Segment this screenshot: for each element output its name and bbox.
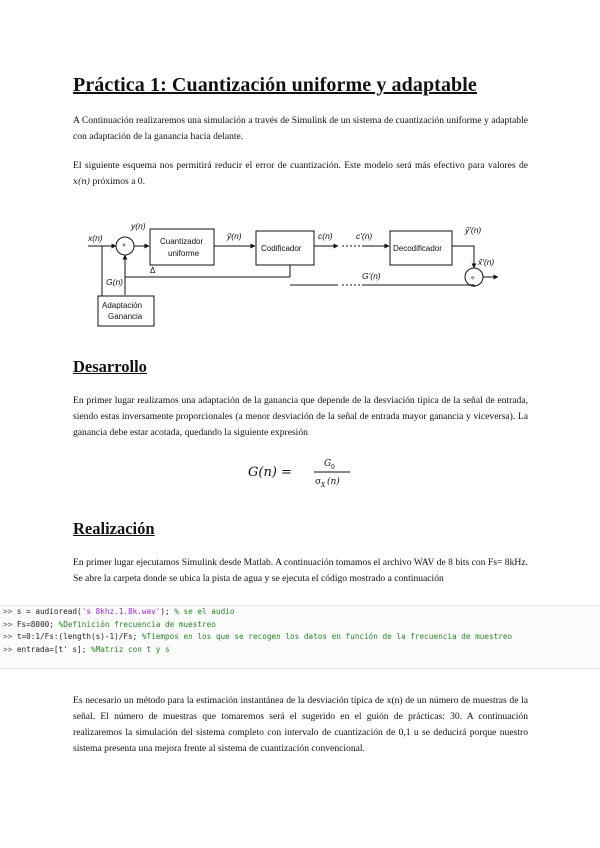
xhat-label: x̂'(n) [478,257,495,267]
formula-denominator-sub: X [321,482,326,489]
yhatprime-arrow [452,246,474,268]
formula-denominator-tail: (n) [327,477,340,487]
adaptation-label-1: Adaptación [102,301,143,310]
formula-denominator: σ [315,477,322,487]
encoder-label: Codificador [261,244,302,253]
decoder-label: Decodificador [393,244,442,253]
y-label: y(n) [131,221,146,231]
quantizer-label-2: uniforme [168,249,200,258]
quantizer-block [150,229,214,265]
code-line: >> s = audioread('s 8khz.1.8k.wav'); % se el audio [3,607,235,616]
g-label: G(n) [106,277,123,287]
matlab-code-block [0,605,600,669]
gain-formula [248,450,358,492]
intro-paragraph-2 [73,158,528,190]
page-title: Práctica 1: Cuantización uniforme y adaptable [73,74,477,96]
input-label: x(n) [88,233,103,243]
realizacion-paragraph: En primer lugar ejecutamos Simulink desde Matlab. A continuación tomamos el archivo WAV de 8 bits con Fs= 8kHz. Se abre la carpeta donde se ubica la pista de agua y se ejecuta el código mostrado a continuación [73,557,528,584]
formula-numerator: G [324,459,332,469]
formula-lhs: G(n) = [248,465,292,480]
divider-symbol: ÷ [470,273,475,283]
intro-text-before: El siguiente esquema nos permitirá reducir el error de cuantización. Este modelo será más efectivo para valores de [73,160,528,171]
gprime-label: G'(n) [362,271,381,281]
code-line: >> entrada=[t' s]; %Matriz con t y s [3,644,170,654]
desarrollo-paragraph: En primer lugar realizamos una adaptación de la ganancia que depende de la desviación típica de la señal de entrada, siendo estas inversamente proporcionales (a menor desviación de la señal de entrada mayor ganancia y viceversa). La ganancia debe estar acotada, quedando la siguiente expresión [73,395,528,438]
intro-paragraph: A Continuación realizaremos una simulación a través de Simulink de un sistema de cuantización uniforme y adaptable con adaptación de la ganancia hacia delante. [73,115,528,142]
code-line: >> Fs=8000; %Definición frecuencia de muestreo [3,619,216,629]
c-label: c(n) [318,231,333,241]
yhat-label: ŷ(n) [227,231,242,241]
adaptation-label-2: Ganancia [108,312,143,321]
intro-text-after: próximos a 0. [90,176,145,187]
multiplier-symbol: * [122,242,126,252]
inline-math-x: x(n) [73,177,91,187]
formula-numerator-sub: 0 [331,464,335,471]
code-line: >> t=0:1/Fs:(length(s)-1)/Fs; %Tiempos en los que se recogen los datos en función de la frecuencia de muestreo [3,632,513,641]
section-realizacion: Realización [73,519,155,538]
quantizer-label-1: Cuantizador [160,237,204,246]
block-diagram [80,215,500,331]
yhatprime-label: ŷ'(n) [465,225,482,235]
delta-label: Δ [150,266,156,275]
final-paragraph: Es necesario un método para la estimación instantánea de la desviación típica de x(n) de un número de muestras de la señal. El número de muestras que tomaremos será el sugerido en el guión de prácticas: 30. A continuación realizaremos la simulación del sistema completo con intervalo de cuantización de 0,1 u se deducirá porque nuestro sistema presenta una mejora frente al sistema de cuantización convencional. [73,695,528,754]
cprime-label: c'(n) [356,231,373,241]
section-desarrollo: Desarrollo [73,357,147,376]
